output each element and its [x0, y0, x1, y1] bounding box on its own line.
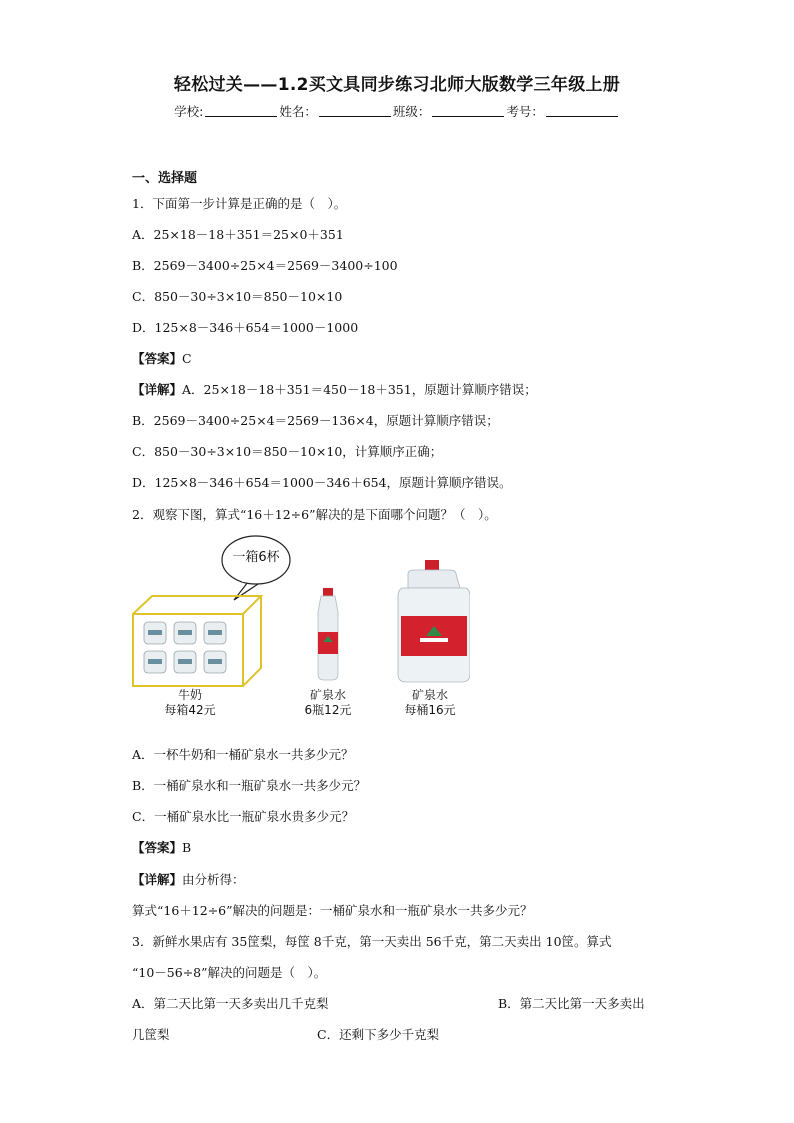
q2-figure [130, 534, 470, 724]
answer-label: 【答案】 [132, 351, 183, 366]
exam-label: 考号： [506, 104, 544, 119]
q3-stem-line1: 3．新鲜水果店有 35筐梨，每筐 8千克，第一天卖出 56千克，第二天卖出 10筐。算式 [132, 934, 612, 949]
q1-detail-b: B．2569－3400÷25×4＝2569－136×4，原题计算顺序错误； [132, 413, 499, 428]
page-title: 轻松过关——1.2买文具同步练习北师大版数学三年级上册 [173, 75, 621, 95]
q1-option-a: A．25×18－18＋351＝25×0＋351 [132, 227, 344, 242]
small-water-price: 6瓶12元 [304, 703, 352, 717]
q1-option-d: D．125×8－346＋654＝1000－1000 [132, 320, 359, 335]
section-title: 一、选择题 [132, 171, 198, 186]
detail-label: 【详解】 [132, 382, 183, 397]
school-label: 学校: [174, 104, 204, 119]
q3-option-b-part2: 几筐梨 [132, 1027, 170, 1042]
detail-text: 由分析得： [182, 872, 245, 887]
speech-bubble [222, 536, 290, 600]
q3-option-b-part1: B．第二天比第一天多卖出 [498, 996, 645, 1011]
name-label: 姓名： [279, 104, 317, 119]
q2-stem: 2．观察下图，算式“16＋12÷6”解决的是下面哪个问题？（ ）。 [132, 507, 497, 522]
q1-option-b: B．2569－3400÷25×4＝2569－3400÷100 [132, 258, 398, 273]
small-water-bottle [318, 588, 338, 680]
small-water-caption [288, 688, 368, 718]
q2-option-a: A．一杯牛奶和一桶矿泉水一共多少元？ [132, 747, 354, 762]
q1-option-c: C．850－30÷3×10＝850－10×10 [132, 289, 343, 304]
exam-blank[interactable] [546, 104, 618, 117]
q1-answer [132, 349, 192, 367]
q2-option-c: C．一桶矿泉水比一瓶矿泉水贵多少元？ [132, 809, 355, 824]
q1-detail-d: D．125×8－346＋654＝1000－346＋654，原题计算顺序错误。 [132, 475, 512, 490]
q1-detail-a [132, 380, 537, 398]
big-water-name: 矿泉水 [411, 688, 448, 702]
q1-stem: 1．下面第一步计算是正确的是（ ）。 [132, 196, 347, 211]
answer-value: C [182, 351, 192, 366]
q3-option-a: A．第二天比第一天多卖出几千克梨 [132, 996, 329, 1011]
q1-detail-c: C．850－30÷3×10＝850－10×10，计算顺序正确； [132, 444, 443, 459]
big-water-jug [398, 560, 470, 682]
big-water-caption [390, 688, 470, 718]
milk-caption [150, 688, 230, 718]
q2-option-b: B．一桶矿泉水和一瓶矿泉水一共多少元？ [132, 778, 367, 793]
q2-detail-1 [132, 870, 245, 888]
school-blank[interactable] [205, 104, 277, 117]
q2-answer [132, 838, 191, 856]
small-water-name: 矿泉水 [309, 688, 346, 702]
big-water-price: 每桶16元 [404, 703, 456, 717]
milk-price: 每箱42元 [164, 703, 216, 717]
q2-detail-2: 算式“16＋12÷6”解决的问题是：一桶矿泉水和一瓶矿泉水一共多少元？ [132, 903, 533, 918]
class-blank[interactable] [432, 104, 504, 117]
answer-value: B [182, 840, 192, 855]
detail-text: A．25×18－18＋351＝450－18＋351，原题计算顺序错误； [182, 382, 537, 397]
milk-name: 牛奶 [177, 688, 202, 702]
milk-cups [144, 622, 226, 673]
detail-label: 【详解】 [132, 872, 183, 887]
student-info-row [0, 102, 794, 120]
q3-stem-line2: “10－56÷8”解决的问题是（ ）。 [132, 965, 327, 980]
class-label: 班级： [392, 104, 431, 119]
answer-label: 【答案】 [132, 840, 183, 855]
q3-option-c: C．还剩下多少千克梨 [317, 1027, 440, 1042]
name-blank[interactable] [319, 104, 391, 117]
bubble-text: 一箱6杯 [232, 550, 280, 565]
